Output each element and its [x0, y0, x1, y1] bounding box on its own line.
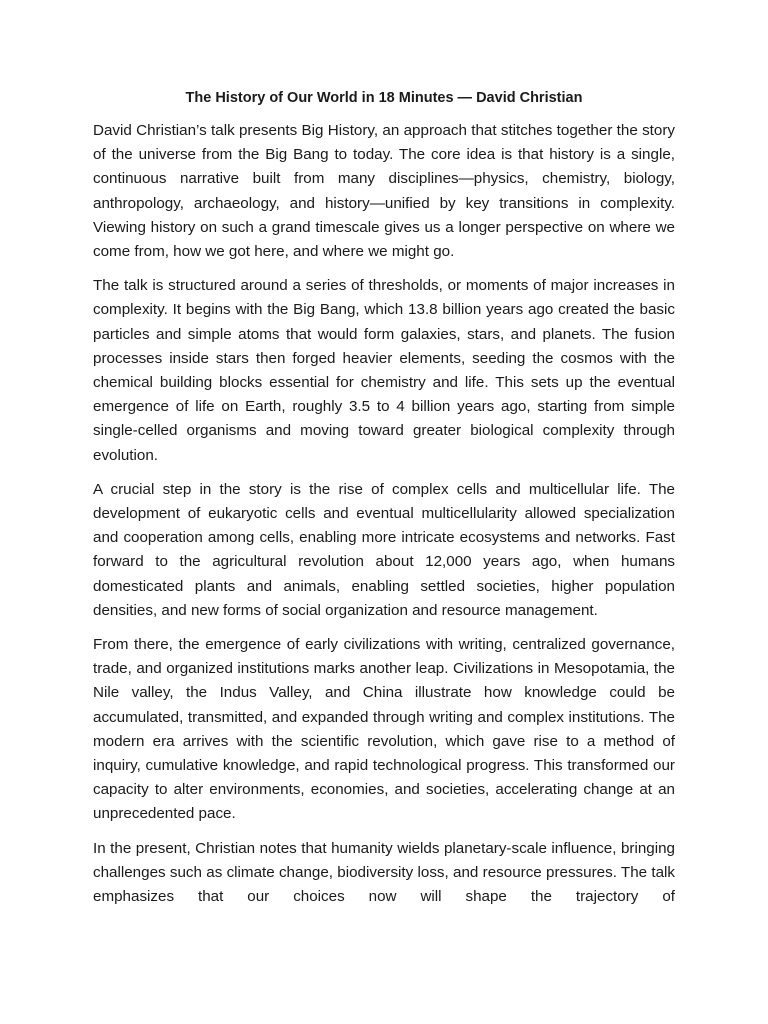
document-title: The History of Our World in 18 Minutes — David Christian [185, 90, 583, 106]
document-page [93, 88, 675, 919]
paragraph-civilizations: From there, the emergence of early civilizations with writing, centralized governance, trade, and organized institutions marks another leap. Civilizations in Mesopotamia, the Nile valley, the Indus Valley, and China illustrate how knowledge could be accumulated, transmitted, and expanded through writing and complex institutions. The modern era arrives with the scientific revolution, which gave rise to a method of inquiry, cumulative knowledge, and rapid technological progress. This transformed our capacity to alter environments, economies, and societies, accelerating change at an unprecedented pace. [93, 636, 675, 823]
paragraph-thresholds: The talk is structured around a series of thresholds, or moments of major increases in complexity. It begins with the Big Bang, which 13.8 billion years ago created the basic particles and simple atoms that would form galaxies, stars, and planets. The fusion processes inside stars then forged heavier elements, seeding the cosmos with the chemical building blocks essential for chemistry and life. This sets up the eventual emergence of life on Earth, roughly 3.5 to 4 billion years ago, starting from simple single-celled organisms and moving toward greater biological complexity through evolution. [93, 277, 675, 464]
paragraph-complex-life: A crucial step in the story is the rise of complex cells and multicellular life. The development of eukaryotic cells and eventual multicellularity allowed specialization and cooperation among cells, enabling more intricate ecosystems and networks. Fast forward to the agricultural revolution about 12,000 years ago, when humans domesticated plants and animals, enabling settled societies, higher population densities, and new forms of social organization and resource management. [93, 480, 675, 619]
paragraph-present: In the present, Christian notes that humanity wields planetary-scale influence, bringing challenges such as climate change, biodiversity loss, and resource pressures. The talk emphasizes that our choices now will shape the trajectory of [93, 839, 675, 906]
paragraph-intro: David Christian’s talk presents Big History, an approach that stitches together the story of the universe from the Big Bang to today. The core idea is that history is a single, continuous narrative built from many disciplines—physics, chemistry, biology, anthropology, archaeology, and history—unified by key transitions in complexity. Viewing history on such a grand timescale gives us a longer perspective on where we come from, how we got here, and where we might go. [93, 122, 675, 261]
